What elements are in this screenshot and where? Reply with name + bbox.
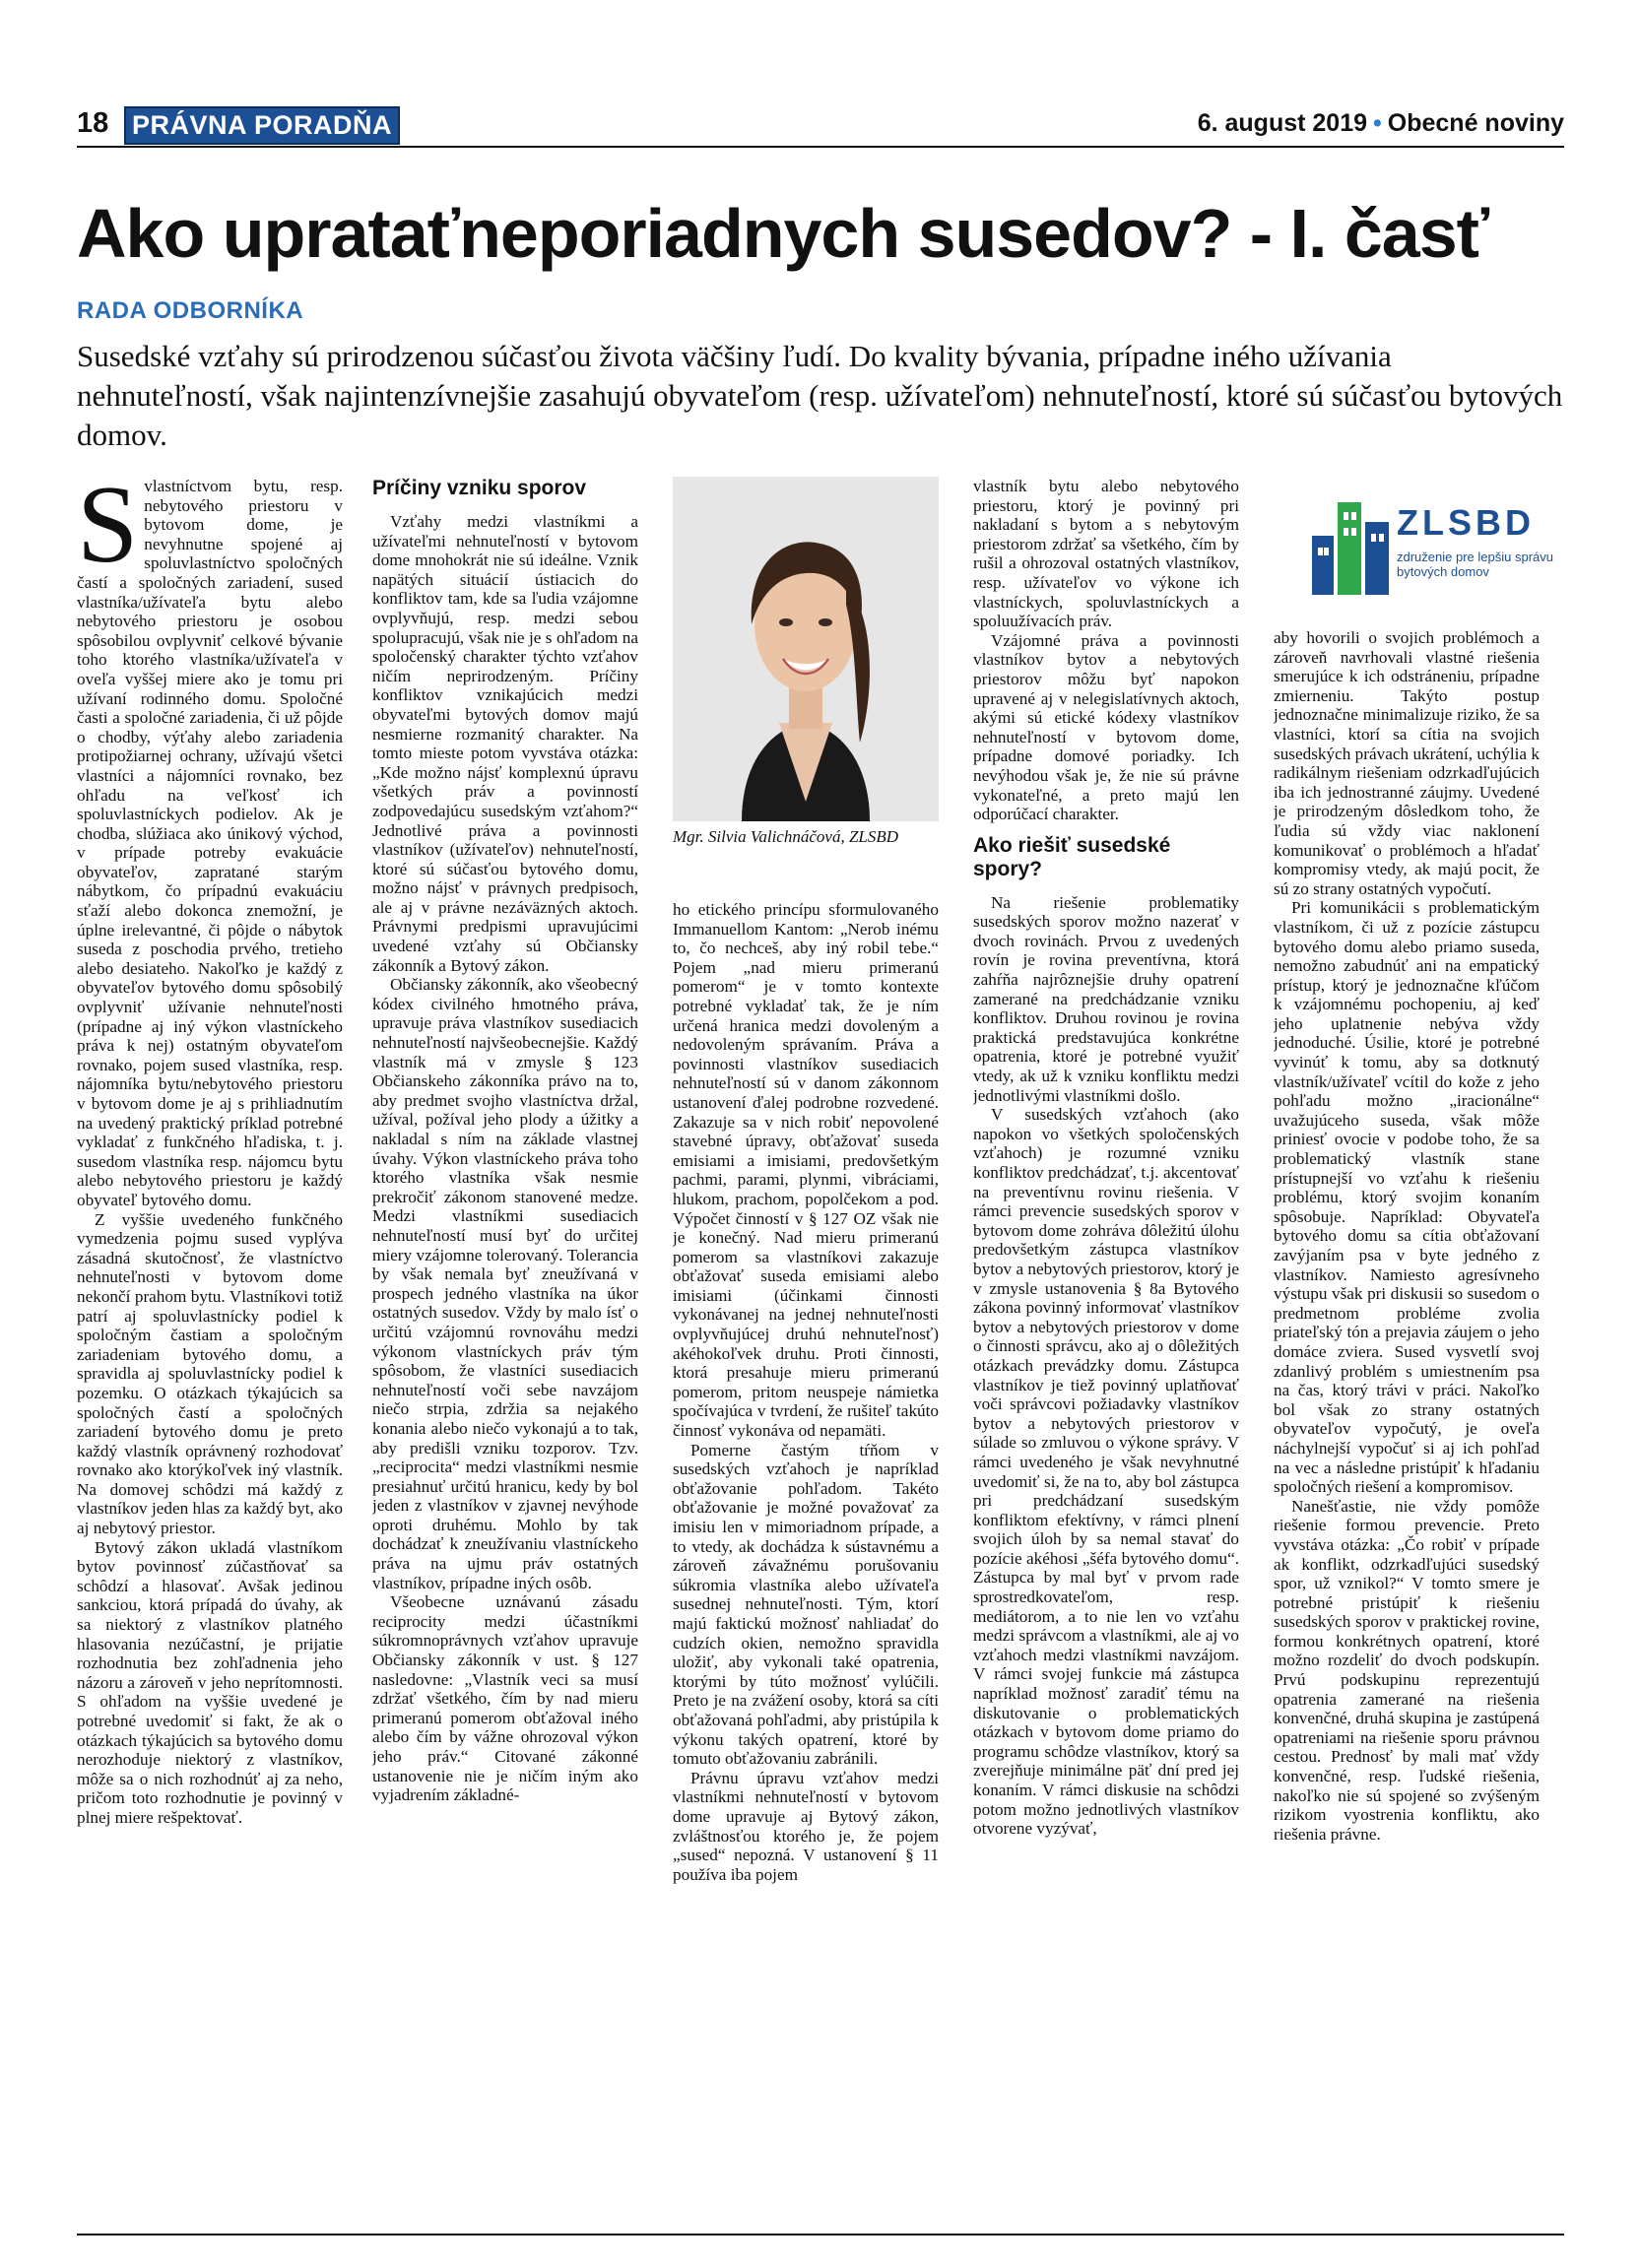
paragraph: Vzájomné práva a povinnosti vlastníkov bytov a nebytových priestorov môžu byť napokon upravené aj v nelegislatívnych aktoch, akými sú etické kódexy vlastníkov nehnuteľností v bytovom dome, prípadne domové poriadky. Ich nevýhodou však je, že nie sú právne vykonateľné, a preto majú len odporúčací charakter. xyxy=(973,630,1239,824)
paragraph: Všeobecne uznávanú zásadu reciprocity medzi účastníkmi súkromnoprávnych vzťahov upravuje Občiansky zákonník v ust. § 127 nasledovne: „Vlastník veci sa musí zdržať všetkého, čím by nad mieru primeranú pomerom obťažoval iného alebo čím by vážne ohrozoval výkon jeho práv.“ Citované zákonné ustanovenie nie je ničím iným ako vyjadrením základné- xyxy=(372,1592,638,1805)
subheading-solutions: Ako riešiť susedské spory? xyxy=(973,833,1171,880)
paragraph: vlastník bytu alebo nebytového priestoru, ktorý je povinný pri nakladaní s bytom a s nebytovým priestorom zdržať sa všetkého, čím by rušil a ohrozoval ostatných vlastníkov, resp. užívateľov vo výkone ich vlastníckych, spoluvlastníckych a spoluužívacích práv. xyxy=(973,477,1239,631)
paragraph: Vzťahy medzi vlastníkmi a užívateľmi nehnuteľností v bytovom dome mnohokrát nie sú ideálne. Vznik napätých situácií ústiacich do konfliktov tam, kde sa ľudia vzájomne ovplyvňujú, resp. medzi sebou spolupracujú, však nie je s ohľadom na spoločenský charakter týchto vzťahov ničím neprirodzeným. Príčiny konfliktov vznikajúcich medzi obyvateľmi bytových domov majú nesmierne rozmanitý charakter. Na tomto mieste potom vyvstáva otázka: „Kde možno nájsť komplexnú úpravu všetkých práv a povinností zodpovedajúcu susedským vzťahom?“ Jednotlivé práva a povinnosti vlastníkov (užívateľov) nehnuteľností, ktoré sú súčasťou bytového domu, možno nájsť v právnych predpisoch, ale aj v právne nezáväzných aktoch. Právnymi predpismi upravujúcimi uvedené vzťahy sú Občiansky zákonník a Bytový zákon. xyxy=(372,512,638,975)
column-3 xyxy=(673,900,939,2225)
page-number: 18 xyxy=(77,107,109,139)
separator-dot: • xyxy=(1373,109,1382,137)
column-1 xyxy=(77,477,343,2225)
paragraph: Pomerne častým tŕňom v susedských vzťahoch je napríklad obťažovanie pohľadom. Takéto obťažovanie je možné považovať za imisiu len v mimoriadnom prípade, a to vtedy, ak dochádza k sústavnému a zároveň závažnému porušovaniu súkromia vlastníka alebo užívateľa susednej nehnuteľnosti. Tým, ktorí majú faktickú možnosť nahliadať do cudzích okien, nemožno spravidla uložiť, aby vykonali také opatrenia, ktorými by túto možnosť vylúčili. Preto je na zvážení osoby, ktorá sa cíti obťažovaná pohľadmi, aby pristúpila k výkonu takých opatrení, ktoré by tomuto obťažovaniu zabránili. xyxy=(673,1440,939,1769)
paragraph-text: vlastníctvom bytu, resp. nebytového priestoru v bytovom dome, je nevyhnutne spojené aj spoluvlastníctvo spoločných častí a spoločných zariadení, sused vlastníka/užívateľa bytu alebo nebytového priestoru je osobou spôsobilou ovplyvniť celkové bývanie toho ktorého vlastníka/užívateľa v oveľa vyššej miere ako je tomu pri užívaní rodinného domu. Spoločné časti a spoločné zariadenia, či už pôjde o chodby, výťahy alebo zariadenia protipožiarnej ochrany, užívajú všetci vlastníci a nájomníci rovnako, bez ohľadu na veľkosť ich spoluvlastníckych podielov. Ak je chodba, slúžiaca ako únikový východ, v prípade potreby evakuácie obyvateľov, zapratané starým nábytkom, čo prípadnú evakuáciu sťaží alebo dokonca znemožní, je úplne irelevantné, či pôjde o nábytok suseda z poschodia prvého, tretieho alebo desiateho. Nakoľko je každý z obyvateľov bytového domu spôsobilý ovplyvniť užívanie nehnuteľnosti (prípadne aj iný výkon vlastníckeho práva k nej) ostatným obyvateľom rovnako, pojem sused vlastníka, resp. nájomníka bytu/nebytového priestoru v bytovom dome je aj s prihliadnutím na uvedený praktický príklad potrebné vykladať z funkčného hľadiska, t. j. susedom vlastníka resp. nájomcu bytu alebo nebytového priestoru je každý obyvateľ bytového domu. xyxy=(77,477,343,1209)
paragraph: Na riešenie problematiky susedských sporov možno nazerať v dvoch rovinách. Prvou z uvedených rovín je rovina preventívna, ktorá zahŕňa najrôznejšie druhy opatrení zamerané na predchádzanie vzniku konfliktov. Druhou rovinou je rovina praktická predstavujúca konkrétne opatrenia, ktoré je potrebné využiť vtedy, ak už k vzniku konfliktu medzi jednotlivými vlastníkmi došlo. xyxy=(973,892,1239,1105)
paragraph: Pri komunikácii s problematickým vlastníkom, či už z pozície zástupcu bytového domu alebo priamo suseda, nemožno zabudnúť ani na empatický prístup, ktorý je jednoznačne kľúčom k vzájomnému pochopeniu, aj keď jeho uplatnenie nebýva vždy jednoduché. Úsilie, ktoré je potrebné vyvinúť k tomu, aby sa dotknutý vlastník/užívateľ vcítil do kože z jeho pohľadu možno „iracionálne“ uvažujúceho suseda, však môže priniesť ovocie v podobe toho, že sa problematický vlastník stane prístupnejší vo vzťahu k riešeniu problému, ktorý svojim konaním spôsobuje. Napríklad: Obyvateľa bytového domu sa cítia obťažovaní zavýjaním psa v byte jedného z vlastníkov. Namiesto agresívneho výstupu však pri diskusii so susedom o predmetnom probléme zvolia priateľský tón a prejavia záujem o jeho domáce zviera. Sused vysvetlí svoj zdanlivý problém s umiestnením psa na čas, ktorý trávi v práci. Nakoľko bol však zo strany ostatných obyvateľov vypočutý, je oveľa náchylnejší vypočuť si aj ich pohľad na vec a následne pristúpiť k hľadaniu spoločných riešení a kompromisov. xyxy=(1274,898,1540,1497)
publication-name: Obecné noviny xyxy=(1387,109,1564,137)
paragraph: aby hovorili o svojich problémoch a zároveň navrhovali vlastné riešenia smerujúce k ich odstráneniu, prípadne zmierneniu. Takýto postup jednoznačne minimalizuje riziko, že sa vlastníci, ktorí sa cítia na svojich susedských právach ukrátení, uchýlia k radikálnym riešeniam odzrkadľujúcich iba ich jednostranné záujmy. Uvedené je prirodzeným dôsledkom toho, že ľudia sú vždy viac naklonení komunikovať o problémoch a hľadať kompromisy vtedy, ak majú pocit, že sú zo strany ostatných vypočutí. xyxy=(1274,628,1540,898)
issue-date: 6. august 2019 xyxy=(1197,109,1368,137)
logo-tagline: združenie pre lepšiu správu bytových domov xyxy=(1397,550,1553,579)
logo-name: ZLSBD xyxy=(1397,502,1535,543)
paragraph: V susedských vzťahoch (ako napokon vo všetkých spoločenských vzťahoch) je rozumné vzniku konfliktov predchádzať, t.j. akcentovať na preventívnu rovinu riešenia. V rámci prevencie susedských sporov v bytovom dome zohráva dôležitú úlohu predovšetkým zástupca vlastníkov bytov a nebytových priestorov, ktorý je v zmysle ustanovenia § 8a Bytového zákona povinný informovať vlastníkov bytov a nebytových priestorov v dome o činnosti správcu, ako aj o dôležitých otázkach prevádzky domu. Zástupca vlastníkov je tiež povinný uplatňovať voči správcovi požiadavky vlastníkov bytov a nebytových priestorov v súlade so zmluvou o výkone správy. V rámci uvedeného je však nevyhnutné uvedomiť si, že na to, aby bol zástupca pri predchádzaní susedským konfliktom efektívny, v rámci plnení svojich úloh by sa nemal stavať do pozície akéhosi „šéfa bytového domu“. Zástupca by mal byť v prvom rade sprostredkovateľom, resp. mediátorom, a to nie len vo vzťahu medzi správcom a vlastníkmi, ale aj vo vzťahoch medzi vlastníkmi navzájom. V rámci svojej funkcie má zástupca napríklad možnosť zaradiť tému na diskutovanie o problematických otázkach v bytovom dome priamo do programu schôdze vlastníkov, ktorý sa zverejňuje minimálne päť dní pred jej konaním. V rámci diskusie na schôdzi potom možno jednotlivých vlastníkov otvorene vyzývať, xyxy=(973,1105,1239,1839)
zlsbd-logo xyxy=(1310,492,1553,601)
column-2 xyxy=(372,477,638,2225)
paragraph: Nanešťastie, nie vždy pomôže riešenie formou prevencie. Preto vyvstáva otázka: „Čo robiť v prípade ak konflikt, odzrkadľujúci susedský spor, už vznikol?“ V tomto smere je potrebné pristúpiť k riešeniu susedských sporov v praktickej rovine, formou konkrétnych opatrení, ktoré možno rozdeliť do dvoch podskupín. Prvú podskupinu reprezentujú opatrenia zamerané na riešenia konvenčné, druhá skupina je zastúpená opatreniami na riešenie sporu právnou cestou. Prednosť by mali mať vždy konvenčné, resp. ľudské riešenia, nakoľko nie sú spojené so zvýšeným rizikom vyostrenia konfliktu, ako riešenia právne. xyxy=(1274,1496,1540,1844)
article-headline: Ako uprataťneporiadnych susedov? - I. časť xyxy=(77,195,1489,272)
paragraph: Občiansky zákonník, ako všeobecný kódex civilného hmotného práva, upravuje práva vlastníkov susediacich nehnuteľností najvšeobecnejšie. Každý vlastník má v zmysle § 123 Občianskeho zákonníka právo na to, aby predmet svojho vlastníctva držal, užíval, požíval jeho plody a úžitky a nakladal s ním na základe vlastnej úvahy. Výkon vlastníckeho práva toho ktorého vlastníka však nesmie prekročiť zákonom stanovené medze. Medzi vlastníkmi susediacich nehnuteľností musí byť do určitej miery vzájomne tolerovaný. Tolerancia by však nemala byť zneužívaná v prospech jedného vlastníka na úkor ostatných susedov. Vždy by malo ísť o určitú vzájomnú rovnováhu medzi výkonom vlastníckych práv tým spôsobom, že vlastníci susediacich nehnuteľností voči sebe navzájom niečo strpia, zdržia sa nejakého konania alebo niečo vykonajú a to tak, aby predišli vzniku tozporov. Tzv. „reciprocita“ medzi vlastníkmi nesmie presiahnuť určitú hranicu, kedy by bol jeden z vlastníkov v zjavnej nevýhode oproti druhému. Mohlo by tak dochádzať k zneužívaniu vlastníckeho práva na ujmu práv ostatných vlastníkov, prípadne iných osôb. xyxy=(372,975,638,1592)
section-label: PRÁVNA PORADŇA xyxy=(124,106,400,145)
portrait-illustration xyxy=(673,477,939,821)
page-header xyxy=(77,106,1564,146)
paragraph xyxy=(77,477,343,1210)
article-rubric: RADA ODBORNÍKA xyxy=(77,297,304,324)
author-photo xyxy=(673,477,939,821)
column-5 xyxy=(1274,628,1540,2225)
column-4 xyxy=(973,477,1239,2225)
building-logo-icon xyxy=(1310,492,1393,601)
bottom-rule xyxy=(77,2234,1564,2236)
photo-caption: Mgr. Silvia Valichnáčová, ZLSBD xyxy=(673,827,899,846)
issue-info xyxy=(1198,106,1564,140)
paragraph: Bytový zákon ukladá vlastníkom bytov povinnosť zúčastňovať sa schôdzí a hlasovať. Avšak jedinou sankciou, ktorá prípadá do úvahy, ak sa niektorý z vlastníkov platného hlasovania nezúčastní, je prijatie rozhodnutia bez zohľadnenia jeho názoru a zároveň v jeho neprítomnosti. S ohľadom na vyššie uvedené je potrebné uvedomiť si fakt, že ak o otázkach týkajúcich sa bytového domu nerozhoduje niektorý z vlastníkov, môže sa o nich rozhodnúť aj za neho, pričom toto rozhodnutie je povinný v plnej miere rešpektovať. xyxy=(77,1537,343,1827)
article-lead: Susedské vzťahy sú prirodzenou súčasťou života väčšiny ľudí. Do kvality bývania, prípadne iného užívania nehnuteľností, však najintenzívnejšie zasahujú obyvateľom (resp. užívateľom) nehnuteľností, ktoré sú súčasťou bytových domov. xyxy=(77,339,1563,452)
drop-cap: S xyxy=(77,477,139,586)
subheading-causes: Príčiny vzniku sporov xyxy=(372,477,587,499)
paragraph: Z vyššie uvedeného funkčného vymedzenia pojmu sused vyplýva zásadná skutočnosť, že vlastníctvo nehnuteľnosti v bytovom dome nekončí prahom bytu. Vlastníkovi totiž patrí aj spoluvlastnícky podiel k spoločným častiam a spoločným zariadeniam bytového domu, a spravidla aj spoluvlastnícky podiel k pozemku. O otázkach týkajúcich sa spoločných častí a spoločných zariadení bytového domu je preto každý vlastník oprávnený rozhodovať rovnako ako ktorýkoľvek iný vlastník. Na domovej schôdzi má každý z vlastníkov jeden hlas za každý byt, ako aj nebytový priestor. xyxy=(77,1209,343,1538)
paragraph: ho etického princípu sformulovaného Immanuellom Kantom: „Nerob inému to, čo nechceš, aby iný robil tebe.“ Pojem „nad mieru primeranú pomerom“ je v tomto kontexte potrebné vykladať tak, že je ním určená hranica medzi dovoleným a nedovoleným správaním. Práva a povinnosti vlastníkov susediacich nehnuteľností sú v danom zákonnom ustanovení ďalej podrobne rozvedené. Zakazuje sa v nich robiť nepovolené stavebné úpravy, obťažovať suseda emisiami a imisiami, predovšetkým pachmi, parami, plynmi, vibráciami, hlukom, prachom, popolčekom a pod. Výpočet činností v § 127 OZ však nie je konečný. Nad mieru primeranú pomerom sa vlastníkovi zakazuje obťažovať suseda emisiami alebo imisiami (účinkami činnosti vykonávanej na jednej nehnuteľnosti ovplyvňujúcej druhú nehnuteľnosť) akéhokoľvek druhu. Proti činnosti, ktorá presahuje mieru primeranú pomerom, pritom neuspeje námietka spočívajúca v tvrdení, že rušiteľ takúto činnosť vykonáva od nepamäti. xyxy=(673,900,939,1441)
paragraph: Právnu úpravu vzťahov medzi vlastníkmi nehnuteľností v bytovom dome upravuje aj Bytový zákon, zvláštnosťou ktorého je, že pojem „sused“ nepozná. V ustanovení § 11 používa iba pojem xyxy=(673,1768,939,1884)
header-rule xyxy=(77,146,1564,148)
